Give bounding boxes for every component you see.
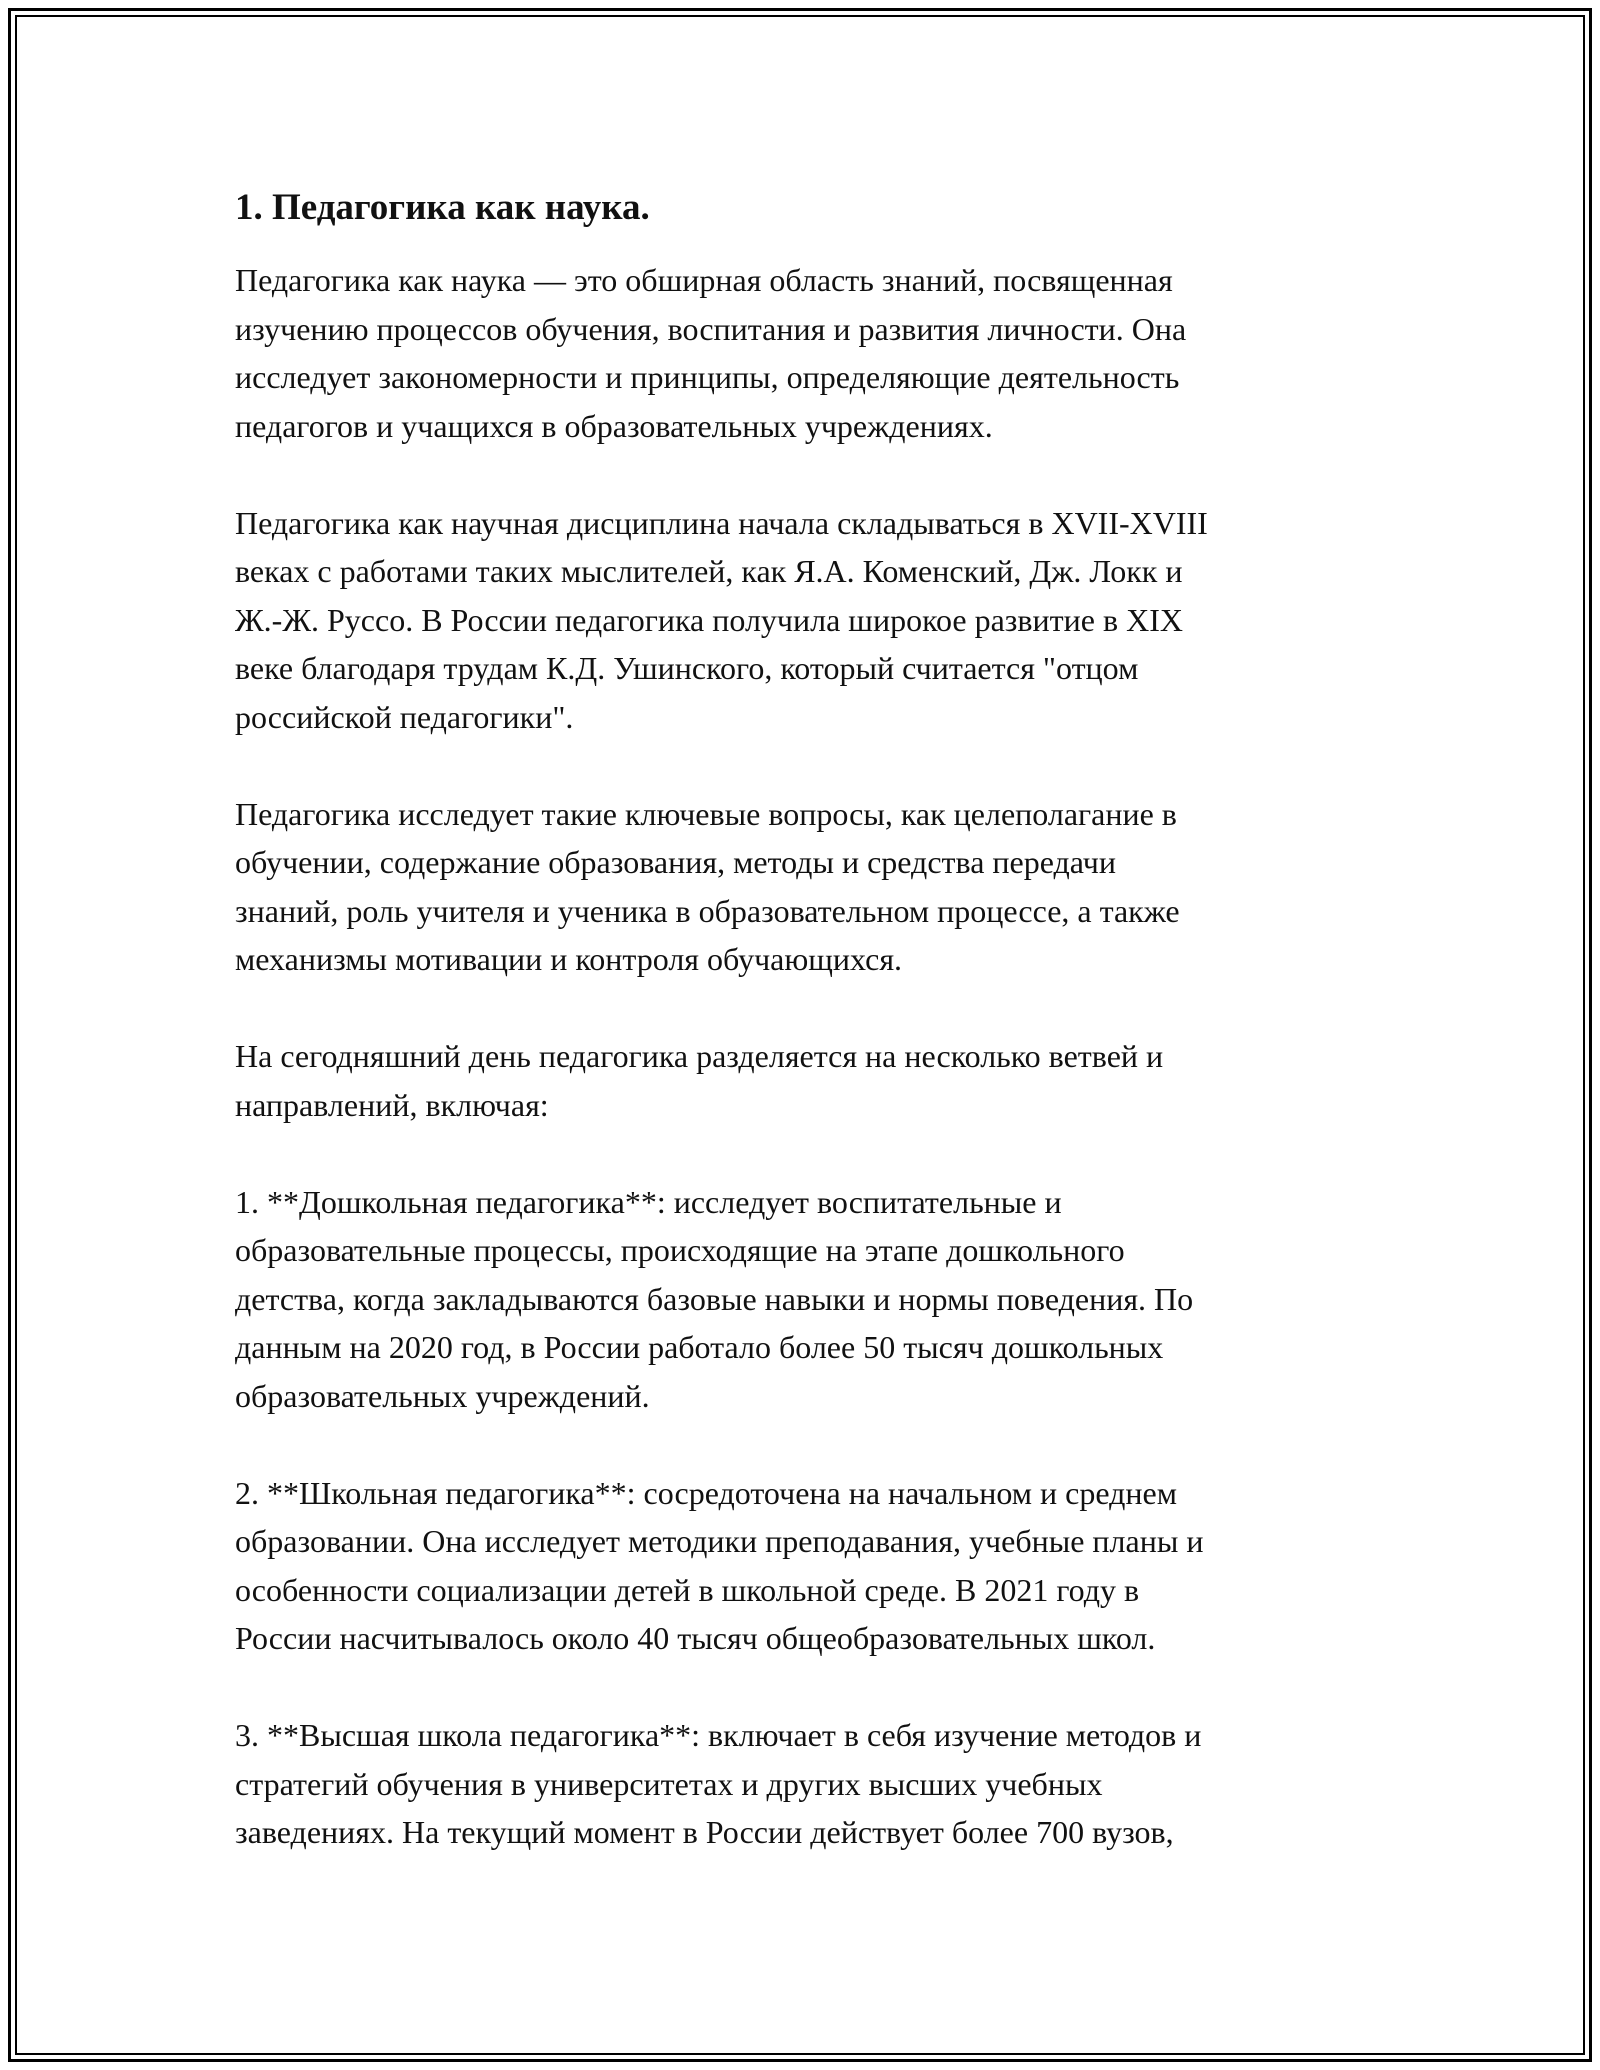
text-line: стратегий обучения в университетах и других высших учебных <box>235 1765 1103 1802</box>
text-line: исследует закономерности и принципы, определяющие деятельность <box>235 359 1180 395</box>
text-line: детства, когда закладываются базовые навыки и нормы поведения. По <box>235 1280 1194 1317</box>
text-line: особенности социализации детей в школьной среде. В 2021 году в <box>235 1571 1140 1608</box>
paragraph <box>235 1032 1375 1129</box>
paragraph <box>235 499 1375 742</box>
text-line: веках с работами таких мыслителей, как Я.А. Коменский, Дж. Локк и <box>235 553 1183 589</box>
text-line: Ж.-Ж. Руссо. В России педагогика получила широкое развитие в XIX <box>235 601 1183 638</box>
text-line: данным на 2020 год, в России работало более 50 тысяч дошкольных <box>235 1329 1164 1365</box>
text-line: Педагогика исследует такие ключевые вопросы, как целеполагание в <box>235 795 1177 832</box>
text-line: российской педагогики". <box>235 698 574 735</box>
text-line: 1. **Дошкольная педагогика**: исследует воспитательные и <box>235 1183 1062 1220</box>
text-line: образовательных учреждений. <box>235 1377 650 1414</box>
paragraph-list <box>235 256 1375 1857</box>
text-line: образовании. Она исследует методики преподавания, учебные планы и <box>235 1523 1204 1559</box>
text-line: обучении, содержание образования, методы и средства передачи <box>235 844 1116 880</box>
text-line: знаний, роль учителя и ученика в образовательном процессе, а также <box>235 892 1180 929</box>
paragraph <box>235 1469 1375 1663</box>
text-line: На сегодняшний день педагогика разделяется на несколько ветвей и <box>235 1038 1164 1074</box>
text-line: направлений, включая: <box>235 1086 549 1123</box>
paragraph <box>235 790 1375 984</box>
text-line: изучению процессов обучения, воспитания и развития личности. Она <box>235 310 1187 347</box>
paragraph <box>235 256 1375 450</box>
text-line: 2. **Школьная педагогика**: сосредоточена на начальном и среднем <box>235 1474 1177 1511</box>
text-line: Педагогика как научная дисциплина начала складываться в XVII-XVIII <box>235 504 1208 541</box>
text-line: заведениях. На текущий момент в России действует более 700 вузов, <box>235 1814 1174 1850</box>
document-heading: 1. Педагогика как наука. <box>235 187 650 228</box>
paragraph <box>235 1711 1375 1857</box>
paragraph <box>235 1178 1375 1421</box>
text-line: образовательные процессы, происходящие на этапе дошкольного <box>235 1232 1125 1268</box>
document-body <box>235 184 1375 1905</box>
text-line: педагогов и учащихся в образовательных учреждениях. <box>235 407 993 444</box>
text-line: Педагогика как наука — это обширная область знаний, посвященная <box>235 262 1173 298</box>
text-line: механизмы мотивации и контроля обучающихся. <box>235 941 903 977</box>
text-line: веке благодаря трудам К.Д. Ушинского, который считается "отцом <box>235 650 1139 686</box>
text-line: 3. **Высшая школа педагогика**: включает в себя изучение методов и <box>235 1717 1202 1753</box>
text-line: России насчитывалось около 40 тысяч общеобразовательных школ. <box>235 1620 1156 1656</box>
